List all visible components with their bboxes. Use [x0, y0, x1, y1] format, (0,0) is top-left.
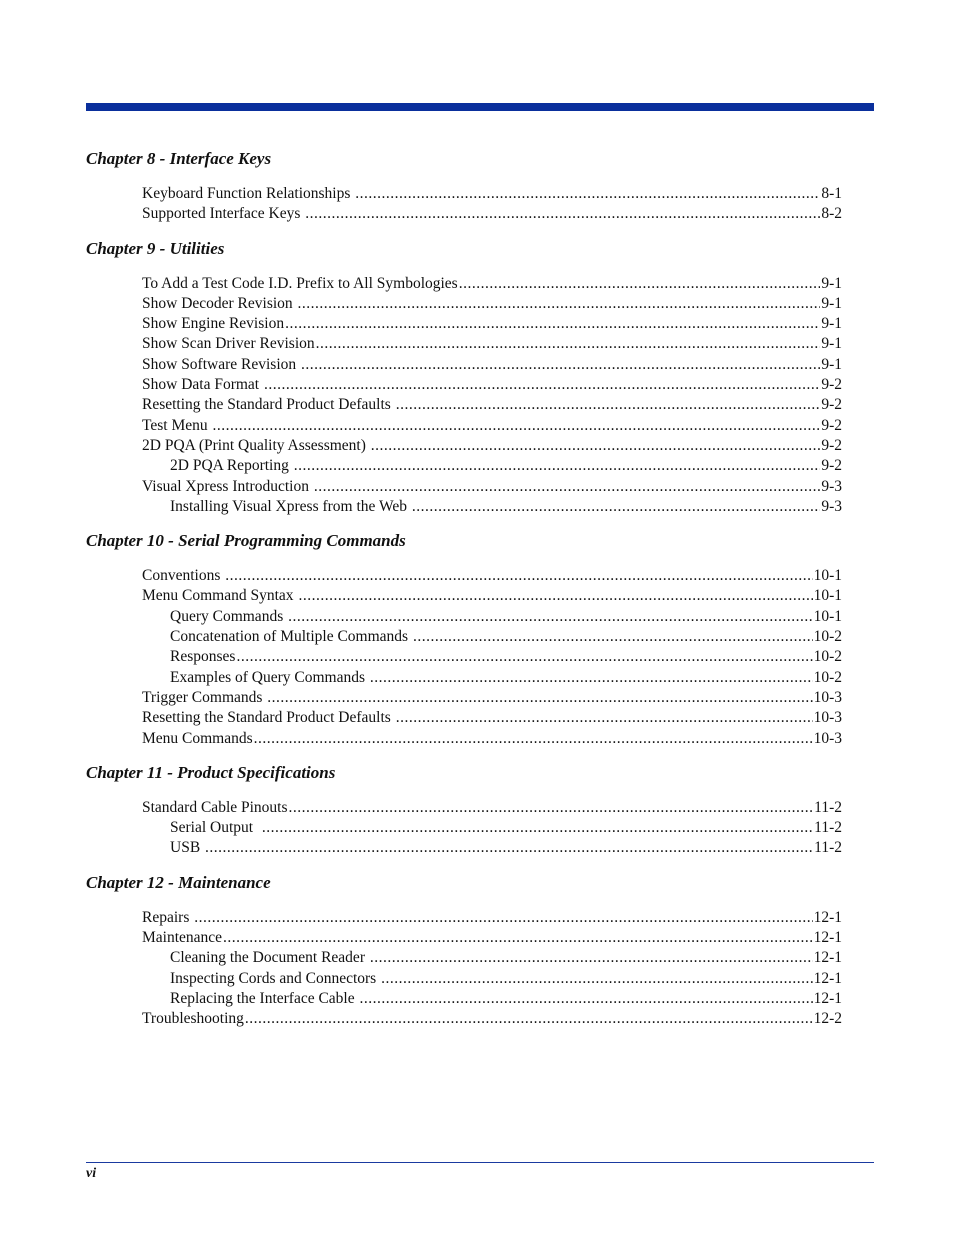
dot-leader	[396, 395, 821, 415]
dot-leader	[301, 355, 820, 375]
toc-page-number: 9-2	[821, 416, 842, 434]
dot-leader	[396, 708, 813, 728]
toc-page-number: 11-2	[814, 798, 842, 816]
toc-entry[interactable]	[86, 908, 842, 928]
toc-entry[interactable]	[86, 416, 842, 436]
chapter-heading: Chapter 9 - Utilities	[86, 238, 225, 258]
toc-entry[interactable]	[86, 708, 842, 728]
chapter-heading: Chapter 10 - Serial Programming Commands	[86, 531, 406, 551]
toc-page-number: 10-1	[813, 567, 842, 585]
dot-leader	[459, 274, 821, 294]
toc-entry[interactable]	[86, 355, 842, 375]
toc-entry-label: Supported Interface Keys	[142, 205, 305, 223]
chapter-section	[86, 238, 842, 518]
toc-entry[interactable]	[86, 729, 842, 749]
toc-page-number: 12-1	[813, 929, 842, 947]
dot-leader	[294, 456, 821, 476]
toc-entry[interactable]	[86, 607, 842, 627]
toc-entry-label: Conventions	[142, 567, 225, 585]
dot-leader	[264, 375, 820, 395]
dot-leader	[371, 436, 821, 456]
toc-entry-label: 2D PQA (Print Quality Assessment)	[142, 436, 370, 454]
toc-entry-label: Test Menu	[142, 416, 212, 434]
dot-leader	[267, 688, 812, 708]
dot-leader	[370, 668, 813, 688]
toc-entry[interactable]	[86, 688, 842, 708]
toc-page-number: 9-2	[821, 457, 842, 475]
toc-entry[interactable]	[86, 798, 842, 818]
dot-leader	[236, 647, 812, 667]
toc-entry[interactable]	[86, 989, 842, 1009]
toc-entry[interactable]	[86, 456, 842, 476]
toc-page-number: 9-2	[821, 396, 842, 414]
dot-leader	[254, 729, 813, 749]
toc-entry[interactable]	[86, 375, 842, 395]
toc-page-number: 9-2	[821, 436, 842, 454]
dot-leader	[194, 908, 812, 928]
toc-entry-label: 2D PQA Reporting	[170, 457, 293, 475]
toc-entry[interactable]	[86, 948, 842, 968]
toc-entry-label: Visual Xpress Introduction	[142, 477, 313, 495]
toc-entry-label: Maintenance	[142, 929, 223, 947]
toc-entry-label: Query Commands	[170, 607, 288, 625]
page-number: vi	[86, 1166, 97, 1181]
toc-page-number: 12-1	[813, 989, 842, 1007]
toc-entry-label: Keyboard Function Relationships	[142, 185, 355, 202]
toc-page-number: 10-1	[813, 607, 842, 625]
toc-page-number: 12-2	[813, 1010, 842, 1028]
toc-entry-label: Concatenation of Multiple Commands	[170, 628, 412, 646]
toc-entry-label: Show Engine Revision	[142, 315, 285, 333]
toc-entry-label: Show Decoder Revision	[142, 294, 297, 312]
toc-page-number: 12-1	[813, 969, 842, 987]
toc-entry[interactable]	[86, 566, 842, 586]
toc-entry-label: Show Software Revision	[142, 355, 301, 373]
toc-entry[interactable]	[86, 314, 842, 334]
toc-entry-label: USB	[170, 839, 205, 857]
toc-entry-label: Installing Visual Xpress from the Web	[170, 497, 411, 515]
toc-page-number: 10-3	[813, 709, 842, 727]
toc-page-number: 9-1	[821, 315, 842, 333]
toc-page-number: 11-2	[814, 839, 842, 857]
toc-entry-label: Trigger Commands	[142, 688, 267, 706]
dot-leader	[314, 477, 820, 497]
chapter-heading: Chapter 8 - Interface Keys	[86, 149, 272, 168]
dot-leader	[413, 627, 813, 647]
chapter-section	[86, 148, 842, 225]
toc-entry-label: Menu Commands	[142, 729, 253, 747]
toc-page-number: 9-1	[821, 274, 842, 292]
toc-page-number: 9-3	[821, 477, 842, 495]
footer-rule	[86, 1162, 874, 1163]
toc-entry-label: Inspecting Cords and Connectors	[170, 969, 381, 987]
toc-page-number: 9-1	[821, 335, 842, 353]
chapter-heading: Chapter 12 - Maintenance	[86, 872, 271, 892]
dot-leader	[213, 416, 821, 436]
toc-entry[interactable]	[86, 184, 842, 204]
chapter-section	[86, 872, 842, 1030]
toc-entry[interactable]	[86, 818, 842, 838]
toc-entry[interactable]	[86, 647, 842, 667]
dot-leader	[370, 948, 813, 968]
dot-leader	[381, 969, 813, 989]
toc-page-number: 12-1	[813, 949, 842, 967]
toc-entry[interactable]	[86, 627, 842, 647]
dot-leader	[412, 497, 820, 517]
toc-entry[interactable]	[86, 477, 842, 497]
toc-page-number: 10-3	[813, 729, 842, 747]
dot-leader	[360, 989, 813, 1009]
dot-leader	[223, 928, 813, 948]
toc-page-number: 10-3	[813, 688, 842, 706]
toc-entry[interactable]	[86, 334, 842, 354]
toc-entry[interactable]	[86, 1009, 842, 1029]
table-of-contents	[86, 148, 842, 1043]
toc-entry[interactable]	[86, 204, 842, 224]
header-accent-bar	[86, 103, 874, 111]
dot-leader	[316, 334, 821, 354]
chapter-section	[86, 530, 842, 749]
toc-entry-label: Resetting the Standard Product Defaults	[142, 396, 395, 414]
toc-entry-label: Show Scan Driver Revision	[142, 335, 315, 353]
toc-entry[interactable]	[86, 395, 842, 415]
toc-page-number: 10-1	[813, 587, 842, 605]
toc-entry-label: Resetting the Standard Product Defaults	[142, 709, 395, 727]
chapter-section	[86, 762, 842, 859]
toc-entry[interactable]	[86, 969, 842, 989]
dot-leader	[262, 818, 813, 838]
toc-entry-label: Show Data Format	[142, 376, 263, 394]
toc-entry-label: Standard Cable Pinouts	[142, 798, 288, 816]
dot-leader	[225, 566, 812, 586]
dot-leader	[298, 294, 821, 314]
toc-page-number: 8-1	[821, 185, 842, 202]
toc-entry-label: Serial Output	[170, 819, 261, 837]
toc-entry[interactable]	[86, 928, 842, 948]
toc-entry[interactable]	[86, 294, 842, 314]
toc-entry[interactable]	[86, 497, 842, 517]
toc-entry-label: To Add a Test Code I.D. Prefix to All Symbologies	[142, 274, 458, 292]
toc-entry[interactable]	[86, 668, 842, 688]
toc-entry[interactable]	[86, 436, 842, 456]
dot-leader	[245, 1009, 813, 1029]
toc-page-number: 10-2	[813, 648, 842, 666]
toc-entry-label: Troubleshooting	[142, 1010, 244, 1028]
toc-page-number: 11-2	[814, 819, 842, 837]
chapter-heading: Chapter 11 - Product Specifications	[86, 762, 336, 782]
toc-page-number: 10-2	[813, 628, 842, 646]
dot-leader	[305, 204, 820, 224]
dot-leader	[205, 838, 813, 858]
toc-entry-label: Menu Command Syntax	[142, 587, 298, 605]
dot-leader	[289, 798, 814, 818]
dot-leader	[285, 314, 820, 334]
toc-page-number: 9-3	[821, 497, 842, 515]
toc-entry-label: Responses	[170, 648, 236, 666]
toc-entry[interactable]	[86, 838, 842, 858]
toc-entry-label: Repairs	[142, 908, 194, 926]
toc-page-number: 9-1	[821, 294, 842, 312]
toc-entry[interactable]	[86, 274, 842, 294]
toc-entry-label: Replacing the Interface Cable	[170, 989, 359, 1007]
toc-entry[interactable]	[86, 586, 842, 606]
dot-leader	[298, 586, 812, 606]
toc-page-number: 9-2	[821, 376, 842, 394]
dot-leader	[355, 184, 820, 204]
toc-entry-label: Examples of Query Commands	[170, 668, 369, 686]
toc-page-number: 9-1	[821, 355, 842, 373]
toc-page-number: 8-2	[821, 205, 842, 223]
dot-leader	[288, 607, 812, 627]
toc-entry-label: Cleaning the Document Reader	[170, 949, 369, 967]
toc-page-number: 12-1	[813, 908, 842, 926]
toc-page-number: 10-2	[813, 668, 842, 686]
